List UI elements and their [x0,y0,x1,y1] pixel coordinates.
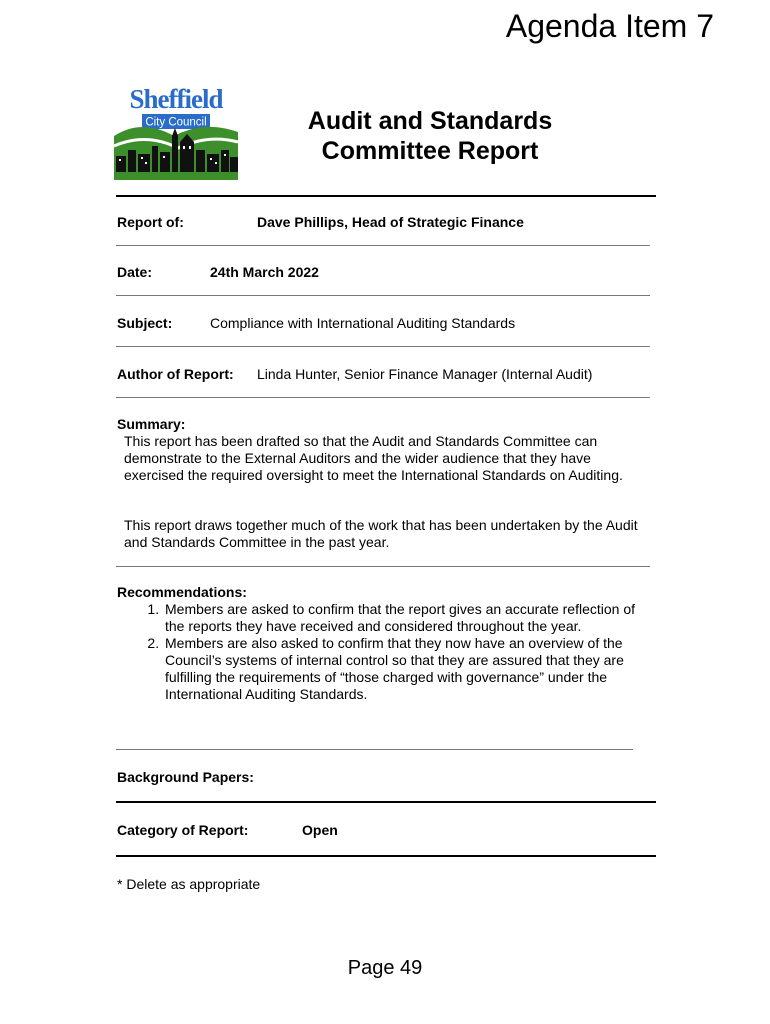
recommendation-item: 2. Members are also asked to confirm that they now have an overview of the Council’s systems of internal control so that they are assured that they are fulfilling the requirements of “those charged with governance” under the International Auditing Standards. [163,635,652,703]
report-title-line2: Committee Report [321,137,539,165]
svg-text:Sheffield: Sheffield [129,84,223,114]
recommendations-heading: Recommendations: [117,584,247,600]
recommendations-list [117,601,652,703]
svg-text:City Council: City Council [145,116,207,129]
report-of-value: Dave Phillips, Head of Strategic Finance [257,214,524,230]
subject-value: Compliance with International Auditing Standards [210,315,516,331]
summary-paragraph-1: This report has been drafted so that the Audit and Standards Committee can demonstrate to the External Auditors and the wider audience that they have exercised the required oversight to meet the International Standards on Auditing. [124,433,623,483]
report-title-line1: Audit and Standards [307,107,553,135]
agenda-item-label: Agenda Item 7 [505,8,714,44]
page-number: Page 49 [347,957,423,979]
divider [116,195,656,197]
category-label: Category of Report: [117,822,249,838]
report-title [270,106,590,166]
divider [116,295,650,296]
report-of-label: Report of: [117,214,184,230]
category-value: Open [302,822,338,838]
author-value: Linda Hunter, Senior Finance Manager (Internal Audit) [257,366,593,382]
recommendation-item: 1. Members are asked to confirm that the report gives an accurate reflection of the reports they have received and considered throughout the year. [163,601,652,635]
summary-paragraph-2: This report draws together much of the work that has been undertaken by the Audit and Standards Committee in the past year. [124,517,638,550]
divider [116,855,656,857]
divider [116,801,656,803]
footnote: * Delete as appropriate [117,876,261,892]
date-value: 24th March 2022 [210,264,319,280]
logo-graphic [112,84,240,180]
date-label: Date: [117,264,153,280]
divider [116,749,633,750]
background-papers-label: Background Papers: [117,769,254,785]
divider [116,245,650,246]
divider [116,346,650,347]
divider [116,566,650,567]
divider [116,397,650,398]
summary-heading: Summary: [117,416,186,432]
sheffield-city-council-logo [112,84,240,180]
subject-label: Subject: [117,315,173,331]
author-label: Author of Report: [117,366,234,382]
